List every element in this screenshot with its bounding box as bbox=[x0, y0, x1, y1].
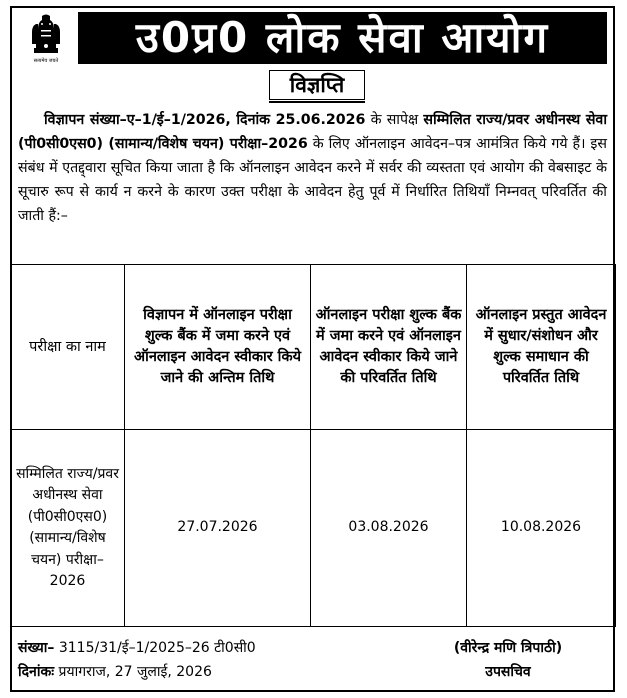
header-exam-name: परीक्षा का नाम bbox=[11, 265, 125, 430]
exam-title: सम्मिलित राज्य/प्रवर अधीनस्थ सेवा (पी0सी0एस0) (सामान्य/विशेष चयन) परीक्षा–2026 bbox=[18, 112, 607, 152]
emblem-caption: सत्यमेव जयते bbox=[33, 58, 59, 64]
header-revised-date: ऑनलाइन परीक्षा शुल्क बैंक में जमा करने एवं ऑनलाइन आवेदन स्वीकार किये जाने की परिवर्तित तिथि bbox=[311, 265, 467, 430]
date-line bbox=[18, 660, 256, 684]
signatory-name: (वीरेन्द्र मणि त्रिपाठी) bbox=[453, 640, 563, 656]
notice-header bbox=[12, 8, 613, 66]
state-emblem bbox=[20, 12, 72, 66]
notice-title: विज्ञप्ति bbox=[269, 70, 365, 100]
commission-name-banner: उ0प्र0 लोक सेवा आयोग bbox=[78, 12, 607, 64]
reference-block bbox=[18, 636, 256, 684]
reference-number-line bbox=[18, 636, 256, 660]
signatory-block bbox=[413, 636, 603, 684]
date-schedule-table bbox=[10, 264, 616, 627]
notice-body bbox=[18, 108, 607, 228]
header-correction-date: ऑनलाइन प्रस्तुत आवेदन में सुधार/संशोधन और शुल्क समाधान की परिवर्तित तिथि bbox=[467, 265, 616, 430]
signatory-designation: उपसचिव bbox=[485, 664, 531, 680]
body-text: के लिए ऑनलाइन आवेदन–पत्र आमंत्रित किये गये हैं। इस संबंध में एतद्द्वारा सूचित किया जाता है कि ऑनलाइन आवेदन करने में सर्वर की व्यस्तता एवं आयोग की वेबसाइट के सूचारु रूप से कार्य न करने के कारण उक्त परीक्षा के आवेदन हेतु पूर्व में निर्धारित तिथियाँ निम्नवत् परिवर्तित की जाती हैं:– bbox=[18, 136, 607, 224]
cell-correction-date: 10.08.2026 bbox=[467, 430, 616, 627]
issue-date: प्रयागराज, 27 जुलाई, 2026 bbox=[54, 664, 212, 680]
date-label: दिनांकः bbox=[18, 664, 55, 680]
header-original-last-date: विज्ञापन में ऑनलाइन परीक्षा शुल्क बैंक में जमा करने एवं ऑनलाइन आवेदन स्वीकार किये जाने की अन्तिम तिथि bbox=[125, 265, 311, 430]
cell-revised-date: 03.08.2026 bbox=[311, 430, 467, 627]
title-underline bbox=[269, 101, 365, 103]
notice-page bbox=[10, 6, 615, 692]
cell-exam-name: सम्मिलित राज्य/प्रवर अधीनस्थ सेवा (पी0सी0एस0) (सामान्य/विशेष चयन) परीक्षा–2026 bbox=[11, 430, 125, 627]
lion-capital-emblem-icon bbox=[20, 12, 72, 56]
table-header-row bbox=[11, 265, 616, 430]
advertisement-reference: विज्ञापन संख्या–ए–1/ई–1/2026, दिनांक 25.06.2026 bbox=[44, 112, 366, 128]
reference-number: 3115/31/ई–1/2025–26 टी0सी0 bbox=[54, 640, 256, 656]
body-text-connector: के सापेक्ष bbox=[365, 112, 424, 128]
table-row bbox=[11, 430, 616, 627]
cell-original-last-date: 27.07.2026 bbox=[125, 430, 311, 627]
reference-label: संख्या– bbox=[18, 640, 55, 656]
